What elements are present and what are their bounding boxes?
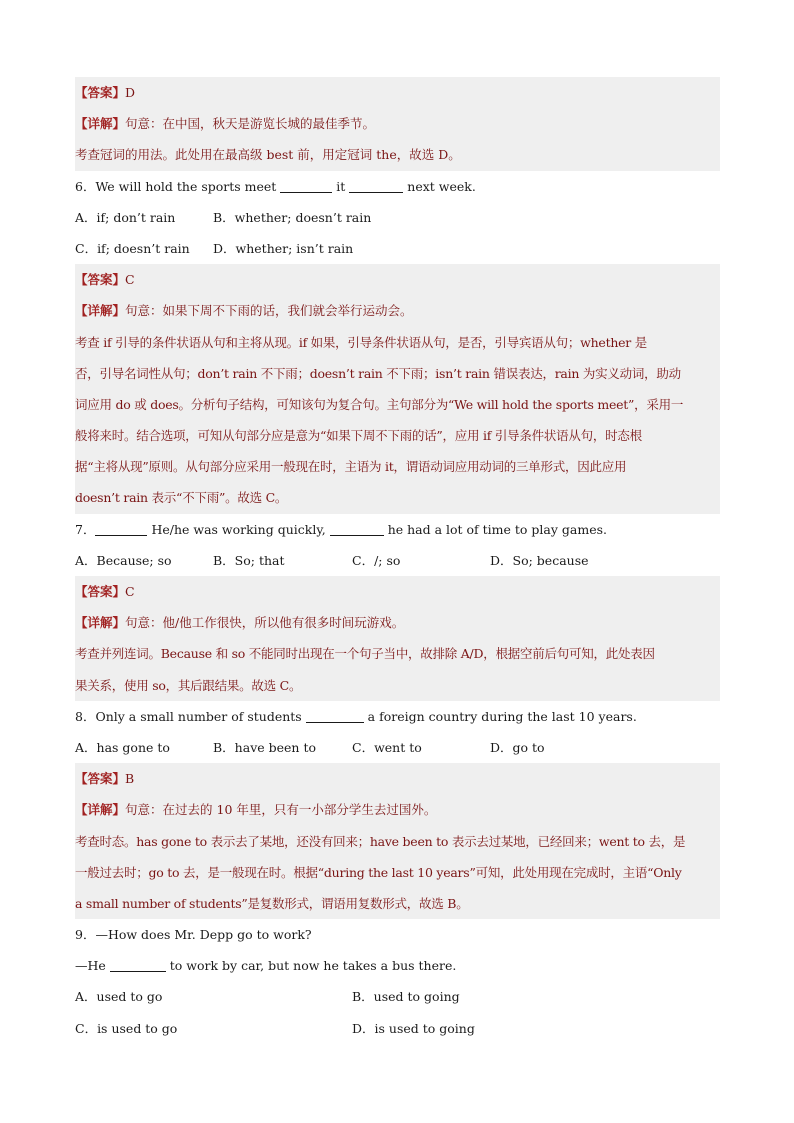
- question-stem: [75, 701, 720, 732]
- answer-line: [75, 77, 720, 108]
- dialogue-line-2-end: to work by car, but now he takes a bus there.: [169, 958, 457, 974]
- stem-part-2: a foreign country during the last 10 years.: [367, 708, 637, 724]
- stem-part-1: We will hold the sports meet: [95, 178, 277, 194]
- option-d[interactable]: D．is used to going: [352, 1020, 475, 1036]
- document-page: [75, 77, 720, 1044]
- options-row: [75, 732, 720, 763]
- detail-tag: 【详解】: [75, 615, 126, 631]
- option-a[interactable]: A．has gone to: [75, 739, 170, 755]
- answer-tag: 【答案】: [75, 85, 126, 100]
- answer-blank-1: [280, 180, 332, 193]
- answer-tag: 【答案】: [75, 771, 126, 787]
- stem-part-2: it: [336, 178, 346, 194]
- detail-body-line: 据“主将从现”原则。从句部分应采用一般现在时，主语为 it，谓语动词应用动词的三单形式，因此应用: [75, 459, 627, 475]
- option-d[interactable]: D．whether; isn’t rain: [213, 240, 354, 256]
- options-row-2: [75, 1013, 720, 1044]
- detail-body-line: a small number of students”是复数形式，谓语用复数形式，故选 B。: [75, 895, 469, 911]
- answer-block-7: [75, 576, 720, 701]
- option-c[interactable]: C．is used to go: [75, 1020, 178, 1036]
- detail-meaning-line: [75, 607, 720, 638]
- question-9: [75, 919, 720, 1044]
- options-row-1: [75, 981, 720, 1012]
- question-stem: [75, 171, 720, 202]
- answer-blank-2: [330, 523, 384, 536]
- option-a[interactable]: A．if; don’t rain: [75, 209, 176, 225]
- answer-value: C: [125, 584, 135, 599]
- detail-body: 考查冠词的用法。此处用在最高级 best 前，用定冠词 the，故选 D。: [75, 147, 461, 163]
- answer-line: [75, 264, 720, 295]
- answer-tag: 【答案】: [75, 584, 126, 599]
- detail-tag: 【详解】: [75, 303, 126, 319]
- option-c[interactable]: C．if; doesn’t rain: [75, 240, 190, 256]
- detail-meaning-line: [75, 108, 720, 139]
- detail-body-line: 否，引导名词性从句；don’t rain 不下雨；doesn’t rain 不下雨；isn’t rain 错误表达，rain 为实义动词，助动: [75, 365, 681, 381]
- question-stem-line-1: [75, 919, 720, 950]
- question-number: 7．: [75, 521, 96, 537]
- stem-part-2: he had a lot of time to play games.: [387, 521, 608, 537]
- answer-blank: [306, 710, 364, 723]
- question-number: 6．: [75, 178, 96, 194]
- answer-block-6: [75, 264, 720, 514]
- detail-tag: 【详解】: [75, 116, 126, 132]
- detail-body-line: 考查并列连词。Because 和 so 不能同时出现在一个句子当中，故排除 A/D，根据空前后句可知，此处表因: [75, 646, 655, 662]
- detail-body-line: doesn’t rain 表示“不下雨”。故选 C。: [75, 490, 288, 506]
- detail-body-line: 考查时态。has gone to 表示去了某地，还没有回来；have been to 表示去过某地，已经回来；went to 去，是: [75, 833, 686, 849]
- question-number: 9．: [75, 927, 96, 943]
- answer-tag: 【答案】: [75, 272, 126, 288]
- option-d[interactable]: D．So; because: [490, 552, 589, 568]
- detail-meaning: 句意：在中国，秋天是游览长城的最佳季节。: [125, 116, 376, 132]
- options-row: [75, 545, 720, 576]
- answer-blank-2: [349, 180, 403, 193]
- answer-line: [75, 576, 720, 607]
- options-row-2: [75, 233, 720, 264]
- question-number: 8．: [75, 708, 96, 724]
- answer-blank-1: [95, 523, 147, 536]
- detail-body-line: 词应用 do 或 does。分析句子结构，可知该句为复合句。主句部分为“We will hold the sports meet”，采用一: [75, 396, 684, 412]
- option-a[interactable]: A．Because; so: [75, 552, 172, 568]
- question-stem-line-2: [75, 950, 720, 981]
- option-d[interactable]: D．go to: [490, 739, 545, 755]
- detail-tag: 【详解】: [75, 802, 126, 818]
- option-b[interactable]: B．used to going: [352, 989, 460, 1005]
- detail-meaning-line: [75, 295, 720, 326]
- question-stem: [75, 514, 720, 545]
- option-c[interactable]: C．went to: [352, 739, 422, 755]
- option-c[interactable]: C．/; so: [352, 552, 401, 568]
- answer-value: C: [125, 272, 135, 288]
- options-row-1: [75, 202, 720, 233]
- detail-meaning: 句意：在过去的 10 年里，只有一小部分学生去过国外。: [125, 802, 437, 818]
- detail-body-line: 果关系，使用 so，其后跟结果。故选 C。: [75, 677, 302, 693]
- stem-part-1: Only a small number of students: [95, 708, 302, 724]
- option-b[interactable]: B．whether; doesn’t rain: [213, 209, 372, 225]
- dialogue-line-1: —How does Mr. Depp go to work?: [95, 927, 312, 943]
- option-b[interactable]: B．have been to: [213, 739, 316, 755]
- detail-meaning: 句意：他/他工作很快，所以他有很多时间玩游戏。: [125, 615, 405, 631]
- answer-line: [75, 763, 720, 794]
- question-8: [75, 701, 720, 763]
- answer-value: D: [125, 85, 136, 100]
- detail-body-line: 一般过去时；go to 去，是一般现在时。根据“during the last 10 years”可知，此处用现在完成时，主语“Only: [75, 864, 682, 880]
- question-6: [75, 171, 720, 265]
- detail-body-line: 考查 if 引导的条件状语从句和主将从现。if 如果，引导条件状语从句，是否，引导宾语从句；whether 是: [75, 334, 647, 350]
- detail-body-line: 般将来时。结合选项，可知从句部分应是意为“如果下周不下雨的话”，应用 if 引导条件状语从句，时态根: [75, 428, 642, 444]
- detail-meaning: 句意：如果下周不下雨的话，我们就会举行运动会。: [125, 303, 413, 319]
- answer-block-8: [75, 763, 720, 919]
- stem-part-3: next week.: [407, 178, 476, 194]
- detail-meaning-line: [75, 794, 720, 825]
- dialogue-line-2-start: —He: [75, 958, 106, 974]
- option-b[interactable]: B．So; that: [213, 552, 285, 568]
- answer-blank: [110, 959, 166, 972]
- answer-block-5: [75, 77, 720, 171]
- option-a[interactable]: A．used to go: [75, 989, 163, 1005]
- answer-value: B: [125, 771, 135, 787]
- stem-part-1: He/he was working quickly,: [151, 521, 326, 537]
- question-7: [75, 514, 720, 576]
